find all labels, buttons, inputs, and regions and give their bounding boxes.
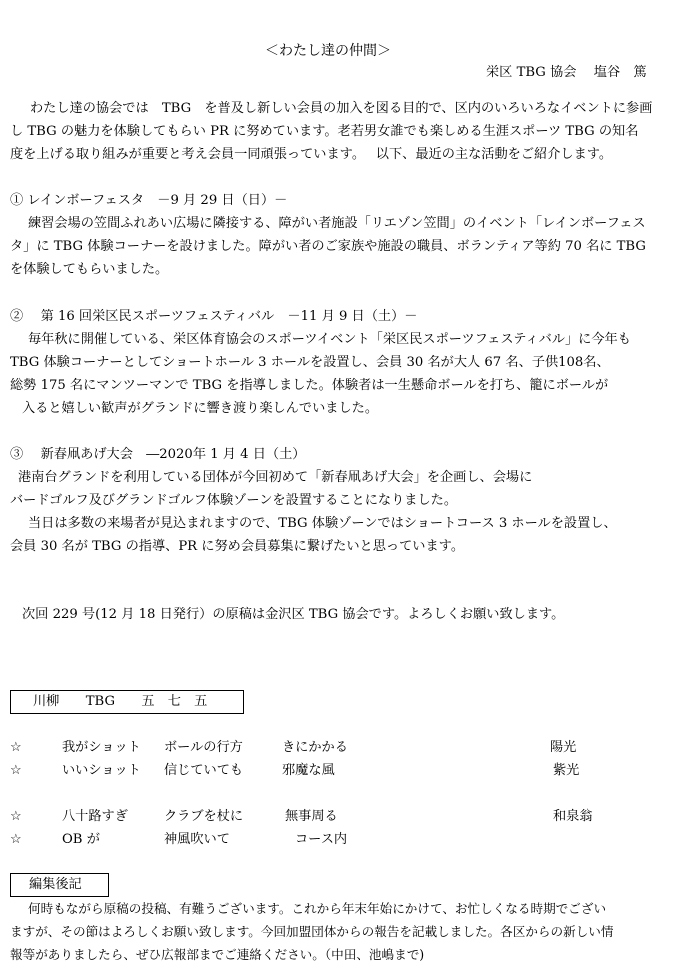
afterword-title: 編集後記 bbox=[29, 877, 82, 892]
afterword-line: 何時もながら原稿の投稿、有難うございます。これから年末年始にかけて、お忙しくなる時期でござい bbox=[28, 901, 607, 916]
poem-author: 陽光 bbox=[550, 740, 577, 755]
section-line: タ」に TBG 体験コーナーを設けました。障がい者のご家族や施設の職員、ボランティア等約 70 名に TBG bbox=[10, 239, 646, 254]
afterword-line: ますが、その節はよろしくお願い致します。今回加盟団体からの報告を記載しました。各区からの新しい情 bbox=[10, 924, 614, 939]
star-icon: ☆ bbox=[10, 809, 22, 824]
section-heading: ② 第 16 回栄区民スポーツフェスティバル －11 月 9 日（土）－ bbox=[10, 309, 418, 324]
poem-author: 紫光 bbox=[553, 763, 580, 778]
poem-part: 無事周る bbox=[285, 809, 338, 824]
poem-part: 神風吹いて bbox=[164, 832, 230, 847]
star-icon: ☆ bbox=[10, 763, 22, 778]
section-line: 総勢 175 名にマンツーマンで TBG を指導しました。体験者は一生懸命ボールを打ち、籠にボールが bbox=[10, 378, 609, 393]
section-line: 毎年秋に開催している、栄区体育協会のスポーツイベント「栄区民スポーツフェスティバル」に今年も bbox=[28, 332, 631, 347]
intro-line: 度を上げる取り組みが重要と考え会員一同頑張っています。 以下、最近の主な活動をご紹介します。 bbox=[10, 147, 613, 162]
section-line: 練習会場の笠間ふれあい広場に隣接する、障がい者施設「リエゾン笠間」のイベント「レインボーフェス bbox=[28, 216, 646, 231]
poem-part: クラブを杖に bbox=[164, 809, 244, 824]
afterword-line: 報等がありましたら、ぜひ広報部までご連絡ください。（中田、池嶋まで) bbox=[10, 947, 425, 962]
senryu-title-box bbox=[10, 690, 244, 714]
star-icon: ☆ bbox=[10, 740, 22, 755]
poem-part: いいショット bbox=[62, 763, 141, 778]
star-icon: ☆ bbox=[10, 832, 22, 847]
section-line: を体験してもらいました。 bbox=[10, 262, 169, 277]
poem-part: OB が bbox=[62, 832, 100, 847]
article-title: ＜わたし達の仲間＞ bbox=[265, 43, 391, 59]
section-heading: ① レインボーフェスタ －9 月 29 日（日）－ bbox=[10, 193, 288, 208]
poem-part: コース内 bbox=[295, 832, 348, 847]
section-heading: ③ 新春凧あげ大会 ―2020年 1 月 4 日（土） bbox=[10, 447, 306, 462]
afterword-title-box bbox=[10, 873, 109, 897]
section-line: TBG 体験コーナーとしてショートホール 3 ホールを設置し、会員 30 名が大人 67 名、子供108名、 bbox=[10, 355, 610, 370]
next-issue-note: 次回 229 号(12 月 18 日発行）の原稿は金沢区 TBG 協会です。よろしくお願い致します。 bbox=[22, 607, 565, 622]
section-line: 当日は多数の来場者が見込まれますので、TBG 体験ゾーンではショートコース 3 ホールを設置し、 bbox=[28, 516, 617, 531]
section-line: 会員 30 名が TBG の指導、PR に努め会員募集に繋げたいと思っています。 bbox=[10, 539, 465, 554]
poem-part: 信じていても bbox=[164, 763, 244, 778]
poem-part: 邪魔な風 bbox=[282, 763, 335, 778]
author-line: 栄区 TBG 協会 塩谷 篤 bbox=[486, 65, 647, 80]
poem-part: 我がショット bbox=[62, 740, 141, 755]
section-line: 港南台グランドを利用している団体が今回初めて「新春凧あげ大会」を企画し、会場に bbox=[18, 470, 533, 485]
poem-author: 和泉翁 bbox=[553, 809, 593, 824]
poem-part: 八十路すぎ bbox=[62, 809, 128, 824]
senryu-title: 川柳 TBG 五 七 五 bbox=[33, 694, 208, 709]
section-line: 入ると嬉しい歓声がグランドに響き渡り楽しんでいました。 bbox=[22, 401, 379, 416]
intro-line: し TBG の魅力を体験してもらい PR に努めています。老若男女誰でも楽しめる生涯スポーツ TBG の知名 bbox=[10, 124, 639, 139]
intro-line: わたし達の協会では TBG を普及し新しい会員の加入を図る目的で、区内のいろいろなイベントに参画 bbox=[30, 101, 653, 116]
poem-part: きにかかる bbox=[282, 740, 348, 755]
poem-part: ボールの行方 bbox=[164, 740, 243, 755]
section-line: バードゴルフ及びグランドゴルフ体験ゾーンを設置することになりました。 bbox=[10, 493, 458, 508]
